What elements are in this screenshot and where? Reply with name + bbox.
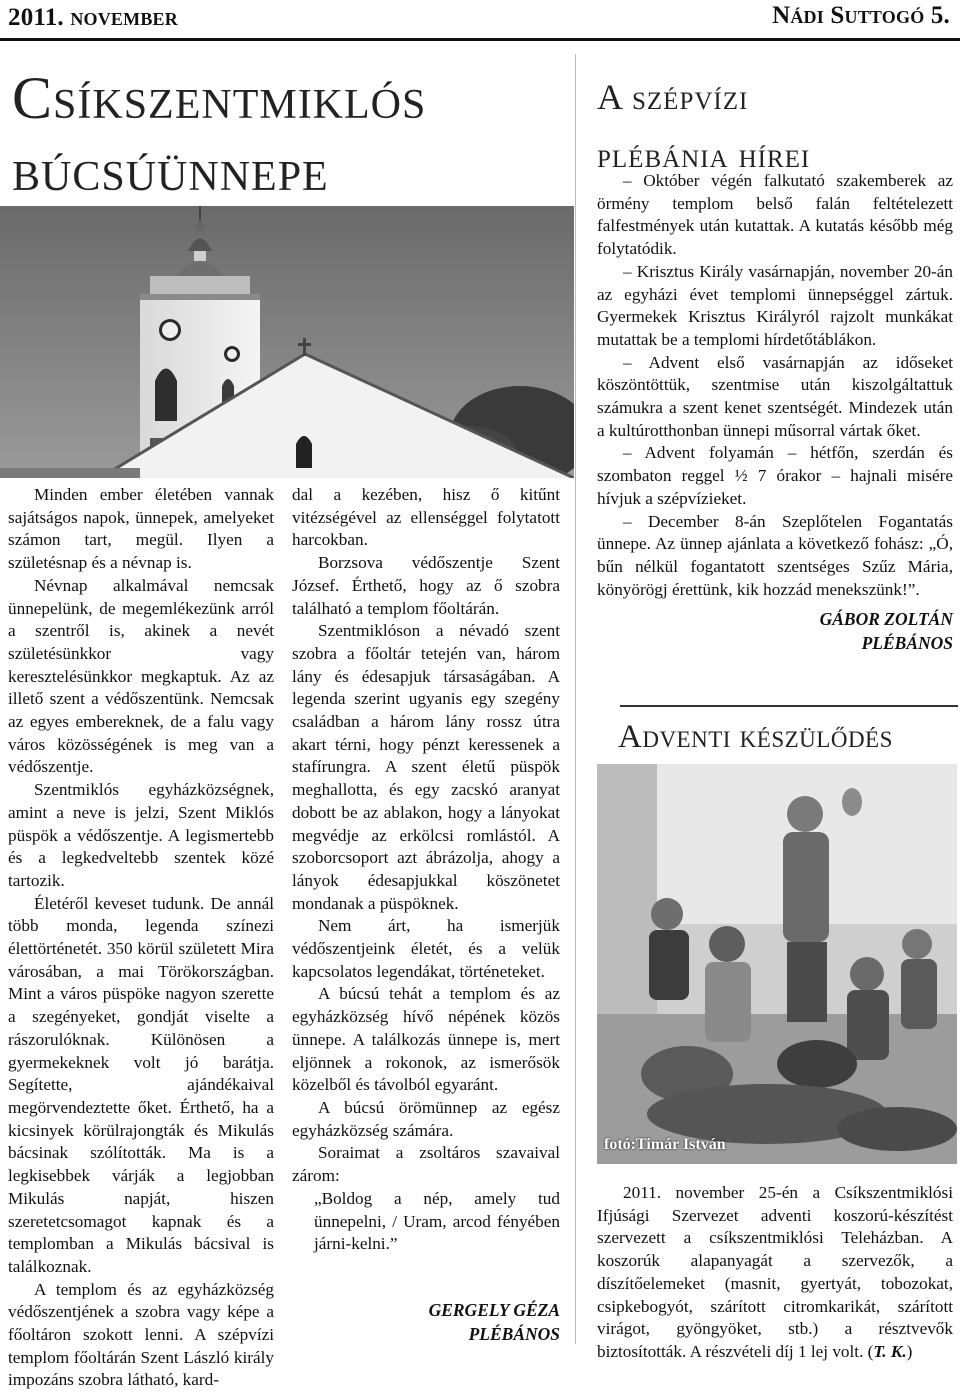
- paragraph: [597, 1182, 953, 1364]
- news-item: – Advent első vasárnapján az időseket köszöntöttük, szentmise után kiszolgáltattuk számukra a szent kenet szentségét. Mindezek után a kultúrotthonban ünnepi műsorral vártak őket.: [597, 352, 953, 440]
- paragraph: Névnap alkalmával nemcsak ünnepelünk, de megemlékezünk arról a szentről is, akinek a nevét születésünkkor vagy keresztelésünkkor megkaptuk. Az az illető szent a védőszentünk. Nemcsak az egyes embereknek, de a falu vagy város közösségének is meg van a védőszentje.: [8, 575, 274, 777]
- column-divider: [575, 54, 576, 1344]
- author-name: GERGELY GÉZA: [428, 1299, 560, 1320]
- paragraph: Minden ember életében vannak sajátságos napok, ünnepek, amelyeket számon tart, megül. Ilyen a születésnap és a névnap is.: [8, 485, 274, 573]
- church-photo-illustration: [0, 206, 574, 478]
- header-rule: [0, 38, 960, 41]
- advent-workshop-illustration: [597, 764, 957, 1164]
- article1-title-line1: Csíkszentmiklós: [12, 65, 427, 131]
- article2-signature: [597, 607, 953, 655]
- closing-paren: ): [906, 1341, 913, 1361]
- psalm-quote: „Boldog a nép, amely tud ünnepelni, / Uram, arcod fényében járni-kelni.”: [314, 1188, 560, 1254]
- news-item: – December 8-án Szeplőtelen Fogantatás ünnepe. Az ünnep ajánlata a következő fohász: „Ó, bűn nélkül fogantatott szentséges Szűz Mária, könyörögj érettünk, kik hozzád menekszünk!”.: [597, 511, 953, 599]
- author-role: PLÉBÁNOS: [861, 633, 953, 654]
- paragraph: Soraimat a zsoltáros szavaival zárom:: [292, 1143, 560, 1186]
- paragraph: Életéről keveset tudunk. De annál több monda, legenda színezi élettörténetét. 350 körül született Mira városában, a mai Törökországban. Mint a város püspöke nagyon szerette a szegényeket, gondját viselte a rászorulóknak. Különösen a gyermekeknek volt jó barátja. Segítette, ajándékaival megörvendeztette őket. Érthető, ha a kicsinyek körülrajongták és Mikulás bácsinak szólították. Ma is a legkisebbek várják a legjobban Mikulás napját, hiszen szeretetcsomagot kapnak és a templomban a Mikulás bácsival is találkoznak.: [8, 893, 274, 1276]
- article2-title-line2: plébánia hírei: [597, 135, 811, 175]
- issue-date: 2011. november: [8, 4, 178, 31]
- article3-body: [597, 1182, 953, 1364]
- paragraph: Borzsova védőszentje Szent József. Érthető, hogy az ő szobra található a templom főoltárán.: [292, 553, 560, 618]
- advent-workshop-photo: [597, 764, 957, 1164]
- article1-title: [12, 62, 572, 206]
- article2-title: [597, 68, 957, 184]
- article2-title-line1: A szépvízi: [597, 77, 749, 117]
- publication-page: Nádi Suttogó 5.: [772, 2, 950, 29]
- author-name: GÁBOR ZOLTÁN: [819, 609, 953, 630]
- church-photo: [0, 206, 574, 478]
- author-initials: T. K.: [873, 1341, 907, 1361]
- news-item: – Advent folyamán – hétfőn, szerdán és szombaton reggel ½ 7 órakor – hajnali misére hívjuk a szépvízieket.: [597, 443, 953, 508]
- news-item: – Krisztus Király vasárnapján, november 20-án az egyházi évet templomi ünnepséggel zártuk. Gyermekek Krisztus Királyról rajzolt munkákat mutattak be a templomi hírdetőtáblákon.: [597, 261, 953, 349]
- paragraph: A búcsú örömünnep az egész egyházközség számára.: [292, 1097, 560, 1140]
- news-item: – Október végén falkutató szakemberek az örmény templom belső falán feltételezett falfestmények után kutattak. A kutatás később még folytatódik.: [597, 171, 953, 259]
- article1-signature: [292, 1298, 560, 1346]
- photo-credit: fotó:Timár István: [604, 1136, 726, 1153]
- author-role: PLÉBÁNOS: [468, 1323, 560, 1344]
- paragraph: A búcsú tehát a templom és az egyházközség hívő népének közös ünnepe. A találkozás ünnepe is, mert eljönnek a rokonok, az ismerősök közelből és távolból egyaránt.: [292, 984, 560, 1095]
- article2-body: [597, 170, 953, 655]
- article3-text: 2011. november 25-én a Csíkszentmiklósi Ifjúsági Szervezet adventi koszorú-készítést szervezett a csíkszentmiklósi Teleházban. A koszorúk alapanyagát a szervezők, a díszítőelemeket (masnit, gyertyát, tobozokat, csipkebogyót, szárított citromkarikát, szárított virágot, gyöngyöket, stb.) a résztvevők biztosították. A részvételi díj 1 lej volt. (: [597, 1183, 953, 1361]
- article1-left-column: [8, 484, 274, 1392]
- paragraph: Nem árt, ha ismerjük védőszentjeink életét, és a velük kapcsolatos legendákat, történeteket.: [292, 916, 560, 981]
- article1-middle-column: [292, 484, 560, 1346]
- article1-title-line2: búcsúünnepe: [12, 137, 329, 203]
- paragraph: Szentmiklós egyházközségnek, amint a neve is jelzi, Szent Miklós püspök a védőszentje. A legismertebb és a legkedveltebb szentek közé tartozik.: [8, 780, 274, 890]
- article3-title: Adventi készülődés: [618, 719, 893, 755]
- paragraph: Szentmiklóson a névadó szent szobra a főoltár tetején van, három lány és édesapjuk társaságában. A legenda szerint ugyanis egy szegény családban a három lány rossz útra akart térni, hogy pénzt keressenek a stafírungra. A szent életű püspök meghallotta, és egy zacskó aranyat dobott be az ablakon, hogy a lányokat megvédje az erkölcsi romlástól. A szoborcsoport azt ábrázolja, ahogy a lányok édesapjukkal köszönetet mondanak a püspöknek.: [292, 621, 560, 913]
- paragraph: A templom és az egyházközség védőszentjének a szobra vagy képe a főoltáron szokott lenni. A szépvízi templom főoltárán Szent László király impozáns szobra látható, kard-: [8, 1279, 274, 1390]
- section-rule: [620, 705, 958, 707]
- paragraph: dal a kezében, hisz ő kitűnt vitézségével az ellenséggel folytatott harcokban.: [292, 485, 560, 550]
